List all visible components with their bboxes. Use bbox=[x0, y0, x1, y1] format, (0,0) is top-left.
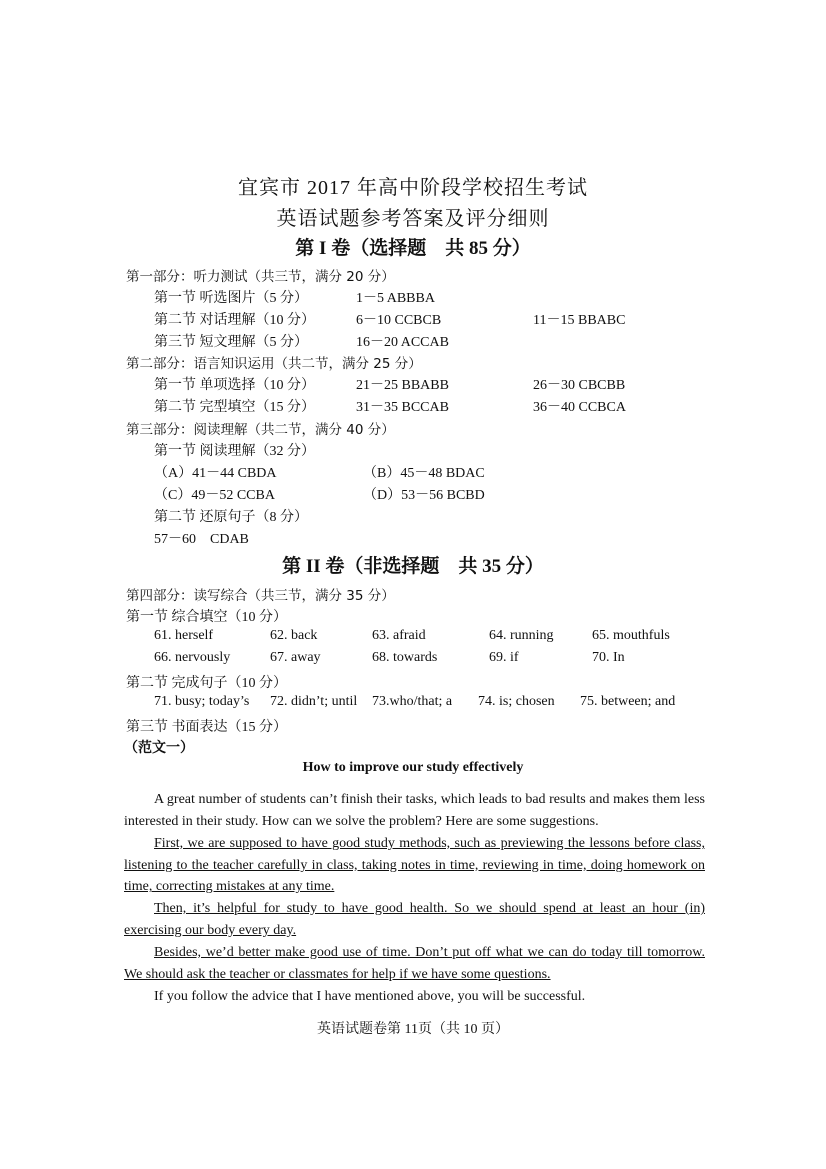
essay-title: How to improve our study effectively bbox=[302, 760, 524, 775]
part1-sec2-answer-1: 6－10 CCBCB bbox=[356, 313, 442, 328]
part3-answer-c: （C）49－52 CCBA bbox=[154, 488, 275, 503]
part4-sec3-label: 第三节 书面表达（15 分） bbox=[126, 720, 287, 735]
fill-answer-64: 64. running bbox=[489, 628, 554, 643]
fill-answer-61: 61. herself bbox=[154, 628, 214, 643]
part2-heading: 第二部分：语言知识运用（共二节，满分 25 分） bbox=[126, 356, 422, 372]
volume-1-heading: 第 I 卷（选择题 共 85 分） bbox=[295, 238, 531, 259]
part3-sec1-label: 第一节 阅读理解（32 分） bbox=[154, 444, 315, 459]
part3-sec2-label: 第二节 还原句子（8 分） bbox=[154, 510, 308, 525]
fill-answer-63: 63. afraid bbox=[372, 628, 426, 643]
part2-sec1-answer-2: 26－30 CBCBB bbox=[533, 378, 626, 393]
part1-sec1-label: 第一节 听选图片（5 分） bbox=[154, 291, 308, 306]
page-footer: 英语试题卷第 11页（共 10 页） bbox=[317, 1022, 509, 1037]
page-title: 宜宾市 2017 年高中阶段学校招生考试 bbox=[238, 177, 588, 199]
page-subtitle: 英语试题参考答案及评分细则 bbox=[276, 208, 550, 230]
part3-answer-a: （A）41－44 CBDA bbox=[154, 466, 277, 481]
part2-sec1-label: 第一节 单项选择（10 分） bbox=[154, 378, 315, 393]
part3-answer-b: （B）45－48 BDAC bbox=[363, 466, 485, 481]
fill-answer-69: 69. if bbox=[489, 650, 519, 665]
essay-paragraph-4: Besides, we’d better make good use of time. Don’t put off what we can do today till tomorrow. We should ask the teacher or classmates for help if we have some questions. bbox=[124, 945, 705, 982]
fill-answer-65: 65. mouthfuls bbox=[592, 628, 670, 643]
essay-paragraph-5: If you follow the advice that I have mentioned above, you will be successful. bbox=[154, 989, 586, 1004]
part2-sec2-answer-1: 31－35 BCCAB bbox=[356, 400, 449, 415]
essay-paragraph-1: A great number of students can’t finish their tasks, which leads to bad results and makes them less interested in their study. How can we solve the problem? Here are some suggestions. bbox=[124, 792, 705, 829]
fill-answer-66: 66. nervously bbox=[154, 650, 231, 665]
fill-answer-62: 62. back bbox=[270, 628, 318, 643]
fill-answer-67: 67. away bbox=[270, 650, 321, 665]
part1-sec2-answer-2: 11－15 BBABC bbox=[533, 313, 626, 328]
sentence-answer-73: 73.who/that; a bbox=[372, 694, 453, 709]
part4-heading: 第四部分：读写综合（共三节，满分 35 分） bbox=[126, 588, 395, 604]
fill-answer-70: 70. In bbox=[592, 650, 625, 665]
essay-paragraph-3: Then, it’s helpful for study to have good health. So we should spend at least an hour (in) exercising our body every day. bbox=[124, 901, 705, 938]
sentence-answer-71: 71. busy; today’s bbox=[154, 694, 250, 709]
part1-sec3-label: 第三节 短文理解（5 分） bbox=[154, 335, 308, 350]
part2-sec1-answer-1: 21－25 BBABB bbox=[356, 378, 449, 393]
part3-answer-d: （D）53－56 BCBD bbox=[363, 488, 485, 503]
part2-sec2-answer-2: 36－40 CCBCA bbox=[533, 400, 626, 415]
volume-2-heading: 第 II 卷（非选择题 共 35 分） bbox=[282, 556, 544, 577]
essay-paragraph-2: First, we are supposed to have good study methods, such as previewing the lessons before class, listening to the teacher carefully in class, taking notes in time, reviewing in time, doing homework on time, correcting mistakes at any time. bbox=[124, 836, 705, 895]
part1-sec1-answer: 1－5 ABBBA bbox=[356, 291, 435, 306]
sentence-answer-75: 75. between; and bbox=[580, 694, 676, 709]
part3-sec2-answer: 57－60 CDAB bbox=[154, 532, 249, 547]
part1-sec2-label: 第二节 对话理解（10 分） bbox=[154, 313, 315, 328]
part1-heading: 第一部分：听力测试（共三节，满分 20 分） bbox=[126, 269, 395, 285]
sentence-answer-72: 72. didn’t; until bbox=[270, 694, 358, 709]
part4-sec1-label: 第一节 综合填空（10 分） bbox=[126, 610, 287, 625]
part3-heading: 第三部分：阅读理解（共二节，满分 40 分） bbox=[126, 422, 395, 438]
part1-sec3-answer: 16－20 ACCAB bbox=[356, 335, 449, 350]
part2-sec2-label: 第二节 完型填空（15 分） bbox=[154, 400, 315, 415]
sentence-answer-74: 74. is; chosen bbox=[478, 694, 555, 709]
sample-essay-label: （范文一） bbox=[124, 741, 194, 756]
part4-sec2-label: 第二节 完成句子（10 分） bbox=[126, 676, 287, 691]
fill-answer-68: 68. towards bbox=[372, 650, 438, 665]
